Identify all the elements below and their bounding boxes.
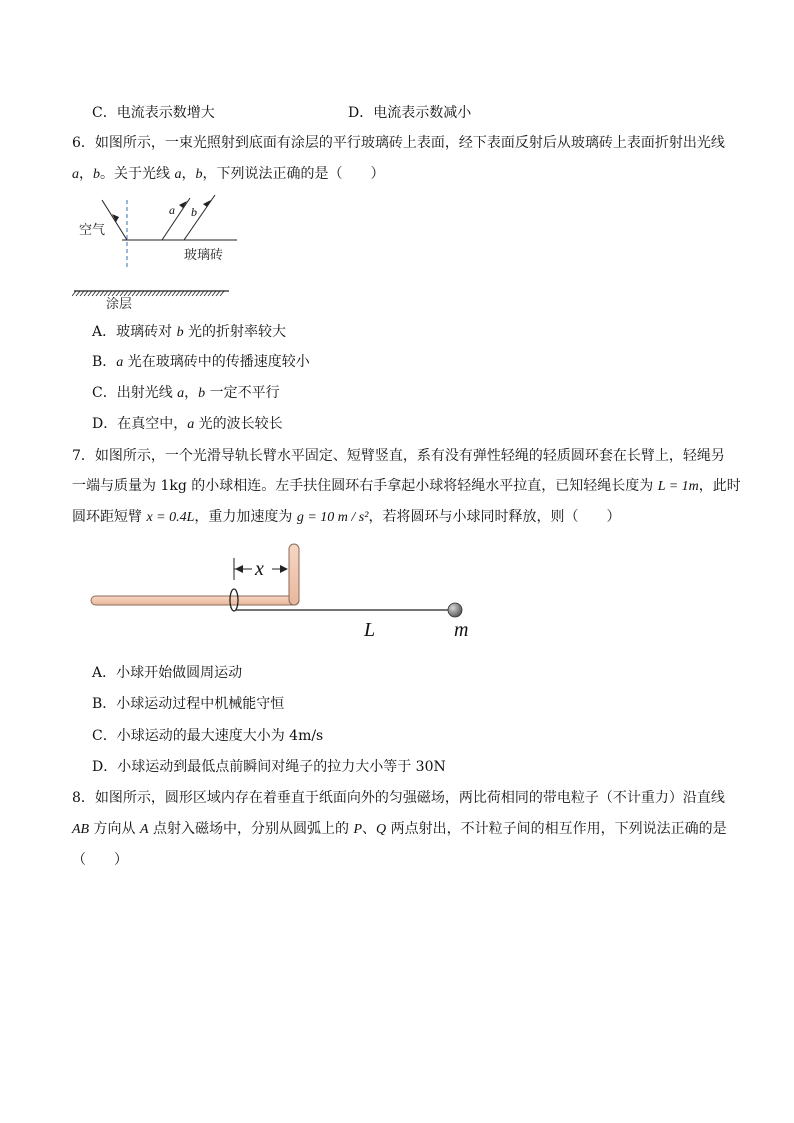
var-AB: AB	[72, 822, 90, 837]
stem-text: 方向从	[89, 821, 141, 837]
hatch-mark	[136, 291, 140, 296]
stem-text: ，若将圆环与小球同时释放，则（ ）	[368, 509, 621, 525]
hatch-mark	[156, 291, 160, 296]
q8-stem-line3: （ ）	[72, 852, 128, 868]
stem-text: 点射入磁场中，分别从圆弧上的	[148, 821, 354, 837]
q7-option-a: A．小球开始做圆周运动	[92, 665, 243, 681]
q7-stem-line3	[72, 507, 620, 528]
hatch-mark	[140, 291, 144, 296]
q7-option-b: B．小球运动过程中机械能守恒	[92, 696, 285, 712]
stem-text: ，重力加速度为	[194, 509, 297, 525]
var-b: b	[195, 167, 203, 182]
opt-text: 光的波长较长	[194, 416, 283, 432]
var-b: b	[93, 167, 100, 182]
stem-text: 圆环距短臂	[72, 509, 147, 525]
var-a: a	[187, 417, 195, 432]
var-a: a	[72, 167, 79, 182]
q7-figure-rail-ring-ball	[88, 540, 488, 645]
hatch-mark	[208, 291, 212, 296]
label-L: L	[364, 619, 376, 641]
var-a: a	[116, 355, 124, 370]
ray-b	[184, 195, 215, 240]
eq-x: x = 0.4L	[146, 510, 195, 525]
dim-x-arrow-right-icon	[280, 565, 288, 573]
hatch-mark	[84, 291, 88, 296]
hatch-mark	[164, 291, 168, 296]
var-A: A	[140, 822, 149, 837]
label-x: x	[255, 558, 264, 580]
opt-text: B．	[92, 354, 117, 370]
sep: ，	[184, 385, 199, 401]
hatch-mark	[104, 291, 108, 296]
hatch-mark	[180, 291, 184, 296]
q7-stem-line2	[72, 476, 741, 497]
var-P: P	[353, 822, 363, 837]
q6-stem-line1: 6．如图所示，一束光照射到底面有涂层的平行玻璃砖上表面，经下表面反射后从玻璃砖上表面折射出光线	[72, 135, 725, 151]
rail-long-arm	[91, 596, 299, 605]
q6-option-d	[92, 414, 283, 435]
label-a: a	[169, 203, 175, 217]
stem-text: ，此时	[698, 478, 741, 494]
sep: ，	[79, 166, 93, 182]
label-coating: 涂层	[106, 297, 133, 312]
q7-option-d: D．小球运动到最低点前瞬间对绳子的拉力大小等于 30N	[92, 759, 446, 775]
hatch-mark	[188, 291, 192, 296]
sep: 、	[362, 821, 377, 837]
opt-text: A．玻璃砖对	[92, 324, 177, 340]
hatch-mark	[92, 291, 96, 296]
label-b: b	[191, 205, 197, 219]
hatch-mark	[204, 291, 208, 296]
hatch-mark	[196, 291, 200, 296]
hatch-mark	[220, 291, 224, 296]
hatch-mark	[116, 291, 120, 296]
q6-figure-glass-brick	[72, 190, 242, 315]
hatch-mark	[96, 291, 100, 296]
var-a: a	[177, 386, 185, 401]
q7-option-c: C．小球运动的最大速度大小为 4m/s	[92, 728, 324, 744]
label-m: m	[454, 619, 469, 641]
hatch-mark	[112, 291, 116, 296]
hatch-mark	[184, 291, 188, 296]
q6-option-a	[92, 322, 286, 343]
hatch-mark	[100, 291, 104, 296]
q6-option-b	[92, 352, 310, 373]
opt-text: 光在玻璃砖中的传播速度较小	[123, 354, 310, 370]
var-b: b	[176, 325, 184, 340]
var-a: a	[174, 167, 182, 182]
q8-stem-line2	[72, 819, 727, 840]
hatch-mark	[76, 291, 80, 296]
q5-option-c: C．电流表示数增大	[92, 105, 215, 121]
hatch-mark	[212, 291, 216, 296]
hatch-mark	[152, 291, 156, 296]
hatch-mark	[144, 291, 148, 296]
incident-ray	[102, 200, 127, 240]
q6-stem-line2	[72, 164, 384, 185]
opt-text: D．在真空中，	[92, 416, 188, 432]
opt-text: C．出射光线	[92, 385, 178, 401]
hatch-mark	[148, 291, 152, 296]
stem-text: 一端与质量为 1kg 的小球相连。左手扶住圆环右手拿起小球将轻绳水平拉直，已知轻绳长度为	[72, 478, 658, 494]
hatch-mark	[108, 291, 112, 296]
var-Q: Q	[376, 822, 387, 837]
stem-end: ，下列说法正确的是（ ）	[202, 166, 385, 182]
rail-short-arm	[289, 544, 299, 605]
hatch-mark	[168, 291, 172, 296]
opt-text: 一定不平行	[205, 385, 280, 401]
sep: ，	[181, 166, 196, 182]
hatch-mark	[88, 291, 92, 296]
hatch-mark	[124, 291, 128, 296]
hatch-mark	[176, 291, 180, 296]
hatch-mark	[216, 291, 220, 296]
hatch-mark	[72, 291, 76, 296]
ball	[448, 603, 462, 617]
q5-option-d: D．电流表示数减小	[348, 105, 472, 121]
hatch-mark	[200, 291, 204, 296]
stem-mid: 。关于光线	[100, 166, 175, 182]
q7-stem-line1: 7．如图所示，一个光滑导轨长臂水平固定、短臂竖直，系有没有弹性轻绳的轻质圆环套在长臂上，轻绳另	[72, 448, 725, 464]
ray-a	[162, 198, 190, 240]
eq-L: L = 1m	[657, 479, 699, 494]
stem-text: 两点射出，不计粒子间的相互作用，下列说法正确的是	[386, 821, 727, 837]
hatch-mark	[172, 291, 176, 296]
ray-b-arrow-icon	[203, 200, 211, 207]
dim-x-arrow-left-icon	[235, 565, 243, 573]
hatch-mark	[80, 291, 84, 296]
hatch-mark	[192, 291, 196, 296]
var-b: b	[198, 386, 206, 401]
opt-text: 光的折射率较大	[183, 324, 287, 340]
q6-option-c	[92, 383, 280, 404]
label-glass: 玻璃砖	[184, 248, 224, 263]
hatch-mark	[128, 291, 132, 296]
hatch-mark	[160, 291, 164, 296]
hatch-mark	[132, 291, 136, 296]
hatch-mark	[120, 291, 124, 296]
label-air: 空气	[79, 223, 106, 238]
q8-stem-line1: 8．如图所示，圆形区域内存在着垂直于纸面向外的匀强磁场，两比荷相同的带电粒子（不计重力）沿直线	[72, 790, 725, 806]
eq-g: g = 10 m / s²	[296, 510, 369, 525]
coating-hatch	[72, 291, 224, 296]
